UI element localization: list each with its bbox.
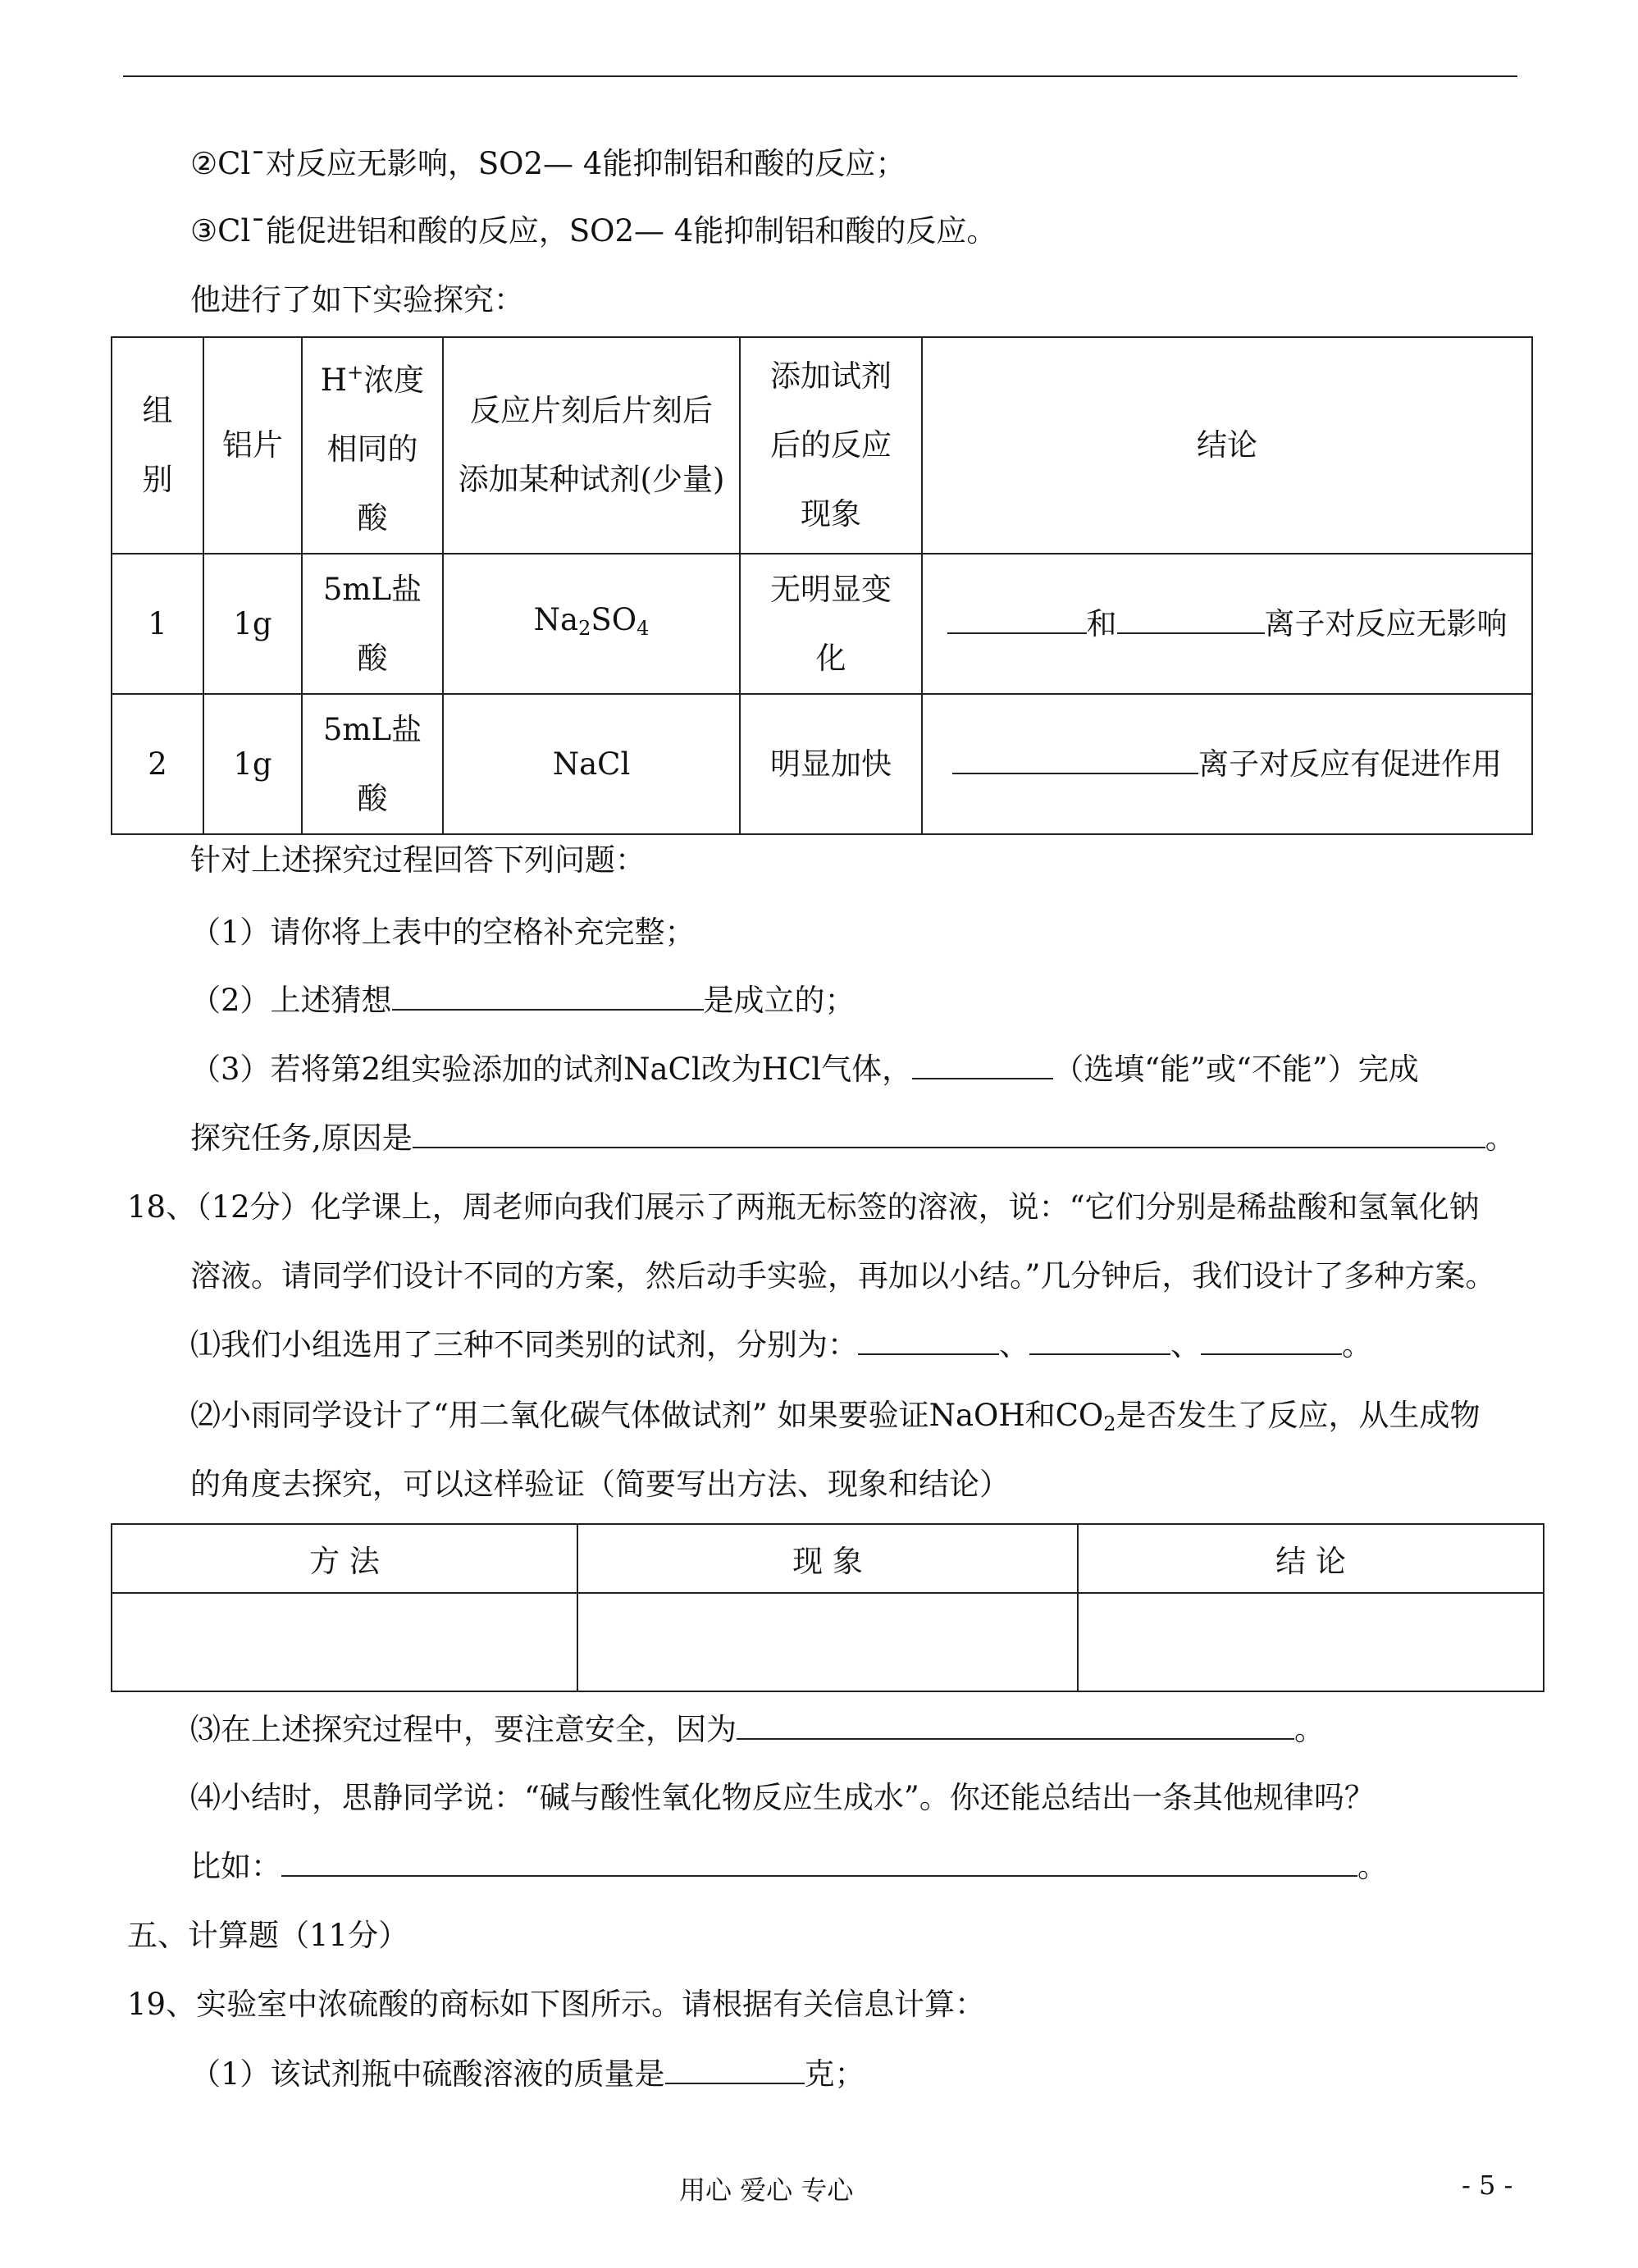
- header-method: 方 法: [112, 1524, 577, 1593]
- answer-blank[interactable]: [947, 605, 1087, 634]
- p18-2-text-b: 是否发生了反应，从生成物: [1116, 1398, 1481, 1433]
- row1-reagent: [443, 554, 740, 694]
- header-al: 铝片: [203, 337, 302, 554]
- header-phenom-line3: 现象: [801, 496, 861, 532]
- row2-phenomenon: 明显加快: [740, 694, 922, 834]
- answer-intro: 针对上述探究过程回答下列问题：: [190, 842, 646, 878]
- question-3: [190, 1050, 1419, 1089]
- guess-2: ②Cl¯对反应无影响，SO2— 4能抑制铝和酸的反应；: [190, 146, 906, 181]
- header-acid: [302, 337, 443, 554]
- row2-conclusion: [922, 694, 1532, 834]
- reagent-so: SO: [591, 601, 637, 637]
- phenomenon-cell[interactable]: [577, 1593, 1078, 1691]
- method-cell[interactable]: [112, 1593, 577, 1691]
- header-group-line1: 组: [142, 393, 173, 428]
- footer-motto: 用心 爱心 专心: [679, 2174, 854, 2206]
- answer-blank[interactable]: [912, 1050, 1053, 1079]
- header-acid-line2: 相同的: [326, 431, 418, 467]
- reagent-sub2: 4: [636, 616, 650, 640]
- header-rule: [123, 75, 1517, 77]
- header-phenom-line2: 后的反应: [770, 427, 892, 463]
- q3-end: 。: [1485, 1120, 1516, 1156]
- method-table: [111, 1523, 1544, 1692]
- header-conclusion: 结 论: [1078, 1524, 1544, 1593]
- section-5-title: 五、计算题（11分）: [127, 1918, 409, 1953]
- header-group: [112, 337, 203, 554]
- p18-1-end: 。: [1342, 1327, 1372, 1362]
- problem-18-part4: ⑷小结时，思静同学说：“碱与酸性氧化物反应生成水”。你还能总结出一条其他规律吗？: [190, 1780, 1375, 1815]
- row1-acid-line1: 5mL盐: [322, 571, 422, 607]
- p18-1-text: ⑴我们小组选用了三种不同类别的试剂，分别为：: [190, 1327, 858, 1362]
- row1-phenom-line1: 无明显变: [770, 571, 892, 607]
- q3-text-a: （3）若将第2组实验添加的试剂NaCl改为HCl气体，: [190, 1052, 913, 1087]
- reagent-sub1: 2: [578, 616, 591, 640]
- header-reagent: [443, 337, 740, 554]
- sep: 、: [999, 1327, 1029, 1362]
- row1-phenom-line2: 化: [815, 640, 846, 676]
- problem-18-line1: 18、（12分）化学课上，周老师向我们展示了两瓶无标签的溶液，说：“它们分别是稀盐酸和氢氧化钠: [127, 1189, 1480, 1225]
- answer-blank[interactable]: [1117, 605, 1265, 634]
- q3-text-b: （选填“能”或“不能”）完成: [1053, 1052, 1419, 1087]
- table-row: [112, 554, 1532, 694]
- answer-blank[interactable]: [665, 2055, 805, 2084]
- guess-3: ③Cl¯能促进铝和酸的反应，SO2— 4能抑制铝和酸的反应。: [190, 213, 997, 249]
- row1-acid-line2: 酸: [357, 640, 388, 676]
- row1-conclusion: [922, 554, 1532, 694]
- row1-group: 1: [112, 554, 203, 694]
- problem-19: 19、实验室中浓硫酸的商标如下图所示。请根据有关信息计算：: [127, 1987, 986, 2022]
- question-1: （1）请你将上表中的空格补充完整；: [190, 915, 696, 950]
- table-header-row: [112, 337, 1532, 554]
- header-reagent-line2: 添加某种试剂(少量): [458, 462, 725, 497]
- header-group-line2: 别: [142, 462, 173, 497]
- row2-acid-line2: 酸: [357, 780, 388, 816]
- q2-text-a: （2）上述猜想: [190, 983, 392, 1018]
- row1-phenomenon: [740, 554, 922, 694]
- p18-4-end: 。: [1357, 1849, 1388, 1884]
- header-reagent-line1: 反应片刻后片刻后: [470, 393, 713, 428]
- question-2: [190, 981, 856, 1020]
- table-header-row: [112, 1524, 1544, 1593]
- row1-al: 1g: [203, 554, 302, 694]
- row1-concl-text: 离子对反应无影响: [1264, 605, 1508, 641]
- header-conclusion: 结论: [922, 337, 1532, 554]
- p19-1-end: 克；: [804, 2056, 865, 2092]
- problem-18-part2: [190, 1396, 1481, 1444]
- p19-1-text: （1）该试剂瓶中硫酸溶液的质量是: [190, 2056, 665, 2092]
- header-acid-line3: 酸: [357, 500, 388, 536]
- table-row: [112, 1593, 1544, 1691]
- answer-blank[interactable]: [1201, 1326, 1342, 1355]
- header-phenomenon: [740, 337, 922, 554]
- p18-4-text: 比如：: [190, 1849, 281, 1884]
- answer-blank[interactable]: [858, 1326, 999, 1355]
- row2-reagent: NaCl: [443, 694, 740, 834]
- row2-group: 2: [112, 694, 203, 834]
- problem-18-part2-cont: 的角度去探究，可以这样验证（简要写出方法、现象和结论）: [190, 1467, 1010, 1502]
- problem-19-part1: [190, 2055, 865, 2094]
- answer-blank[interactable]: [392, 981, 704, 1011]
- row2-acid: [302, 694, 443, 834]
- experiment-table: [111, 336, 1533, 835]
- problem-18-part4-cont: [190, 1847, 1388, 1887]
- sep: 、: [1170, 1327, 1201, 1362]
- acid-h: H: [320, 363, 348, 398]
- row2-acid-line1: 5mL盐: [322, 711, 422, 747]
- header-phenomenon: 现 象: [577, 1524, 1078, 1593]
- problem-18-part3: [190, 1710, 1325, 1750]
- table-row: [112, 694, 1532, 834]
- p18-3-text: ⑶在上述探究过程中，要注意安全，因为: [190, 1712, 737, 1747]
- page-number: - 5 -: [1462, 2170, 1513, 2201]
- question-3-cont: [190, 1119, 1516, 1158]
- answer-blank[interactable]: [281, 1847, 1357, 1877]
- q2-text-b: 是成立的；: [703, 983, 856, 1018]
- row2-concl-text: 离子对反应有促进作用: [1198, 746, 1502, 782]
- reagent-na: Na: [533, 601, 579, 637]
- row1-concl-and: 和: [1086, 605, 1117, 641]
- header-phenom-line1: 添加试剂: [770, 358, 892, 394]
- acid-line1-text: 浓度: [363, 363, 425, 398]
- answer-blank[interactable]: [1029, 1326, 1170, 1355]
- row2-al: 1g: [203, 694, 302, 834]
- p18-3-end: 。: [1294, 1712, 1325, 1747]
- problem-18-part1: [190, 1326, 1372, 1365]
- answer-blank[interactable]: [737, 1710, 1294, 1740]
- conclusion-cell[interactable]: [1078, 1593, 1544, 1691]
- q3-text-c: 探究任务,原因是: [190, 1120, 413, 1156]
- acid-h-sup: +: [347, 361, 364, 384]
- answer-blank[interactable]: [952, 745, 1198, 774]
- problem-18-line2: 溶液。请同学们设计不同的方案，然后动手实验，再加以小结。”几分钟后，我们设计了多种方案。: [190, 1258, 1496, 1294]
- p18-2-text-a: ⑵小雨同学设计了“用二氧化碳气体做试剂” 如果要验证NaOH和CO: [190, 1398, 1104, 1433]
- answer-blank[interactable]: [413, 1119, 1485, 1148]
- header-acid-line1: [303, 338, 442, 415]
- co2-sub: 2: [1103, 1412, 1116, 1435]
- row1-acid: [302, 554, 443, 694]
- experiment-intro: 他进行了如下实验探究：: [190, 282, 524, 317]
